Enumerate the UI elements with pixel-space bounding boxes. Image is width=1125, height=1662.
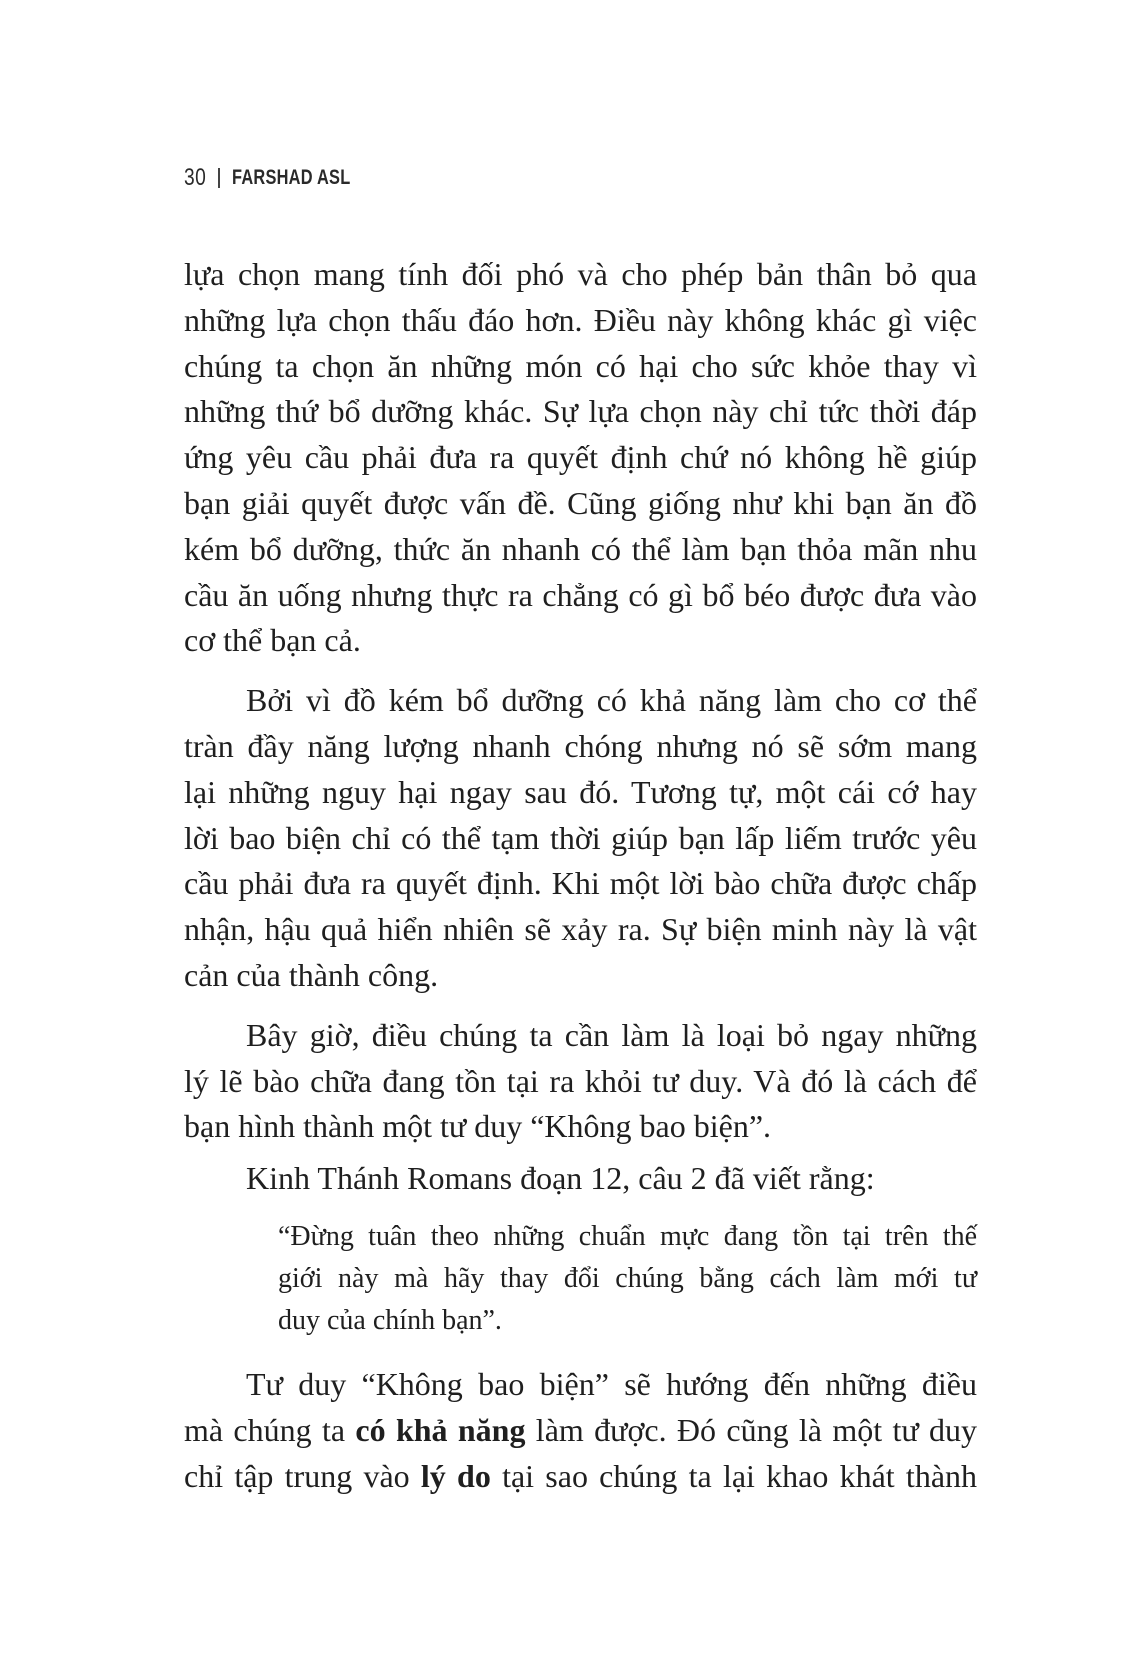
text-line: cầu phải đưa ra quyết định. Khi một lời bào chữa được chấp bbox=[184, 865, 977, 902]
text-line: lý lẽ bào chữa đang tồn tại ra khỏi tư duy. Và đó là cách để bbox=[184, 1062, 977, 1099]
text-segment: làm được. Đó cũng là một tư duy bbox=[525, 1411, 978, 1448]
quote-line: duy của chính bạn”. bbox=[278, 1304, 502, 1336]
text-line: nhận, hậu quả hiển nhiên sẽ xảy ra. Sự biện minh này là vật bbox=[184, 911, 977, 948]
text-line bbox=[184, 1454, 977, 1500]
text-line: bạn giải quyết được vấn đề. Cũng giống như khi bạn ăn đồ bbox=[184, 484, 977, 521]
text-line: cơ thể bạn cả. bbox=[184, 622, 361, 659]
running-header bbox=[184, 163, 383, 193]
author-name: FARSHAD ASL bbox=[231, 166, 350, 189]
quote-line: giới này mà hãy thay đổi chúng bằng cách làm mới tư bbox=[278, 1262, 977, 1294]
quote-line: “Đừng tuân theo những chuẩn mực đang tồn tại trên thế bbox=[278, 1220, 977, 1252]
text-line: Bởi vì đồ kém bổ dưỡng có khả năng làm cho cơ thể bbox=[246, 682, 977, 719]
header-separator bbox=[218, 168, 220, 188]
text-line: lại những nguy hại ngay sau đó. Tương tự, một cái cớ hay bbox=[184, 773, 977, 810]
body-text bbox=[184, 252, 977, 1499]
text-line: ứng yêu cầu phải đưa ra quyết định chứ nó không hề giúp bbox=[184, 439, 977, 476]
text-line: Tư duy “Không bao biện” sẽ hướng đến những điều bbox=[246, 1365, 977, 1402]
text-line: chúng ta chọn ăn những món có hại cho sức khỏe thay vì bbox=[184, 347, 977, 384]
text-line: những lựa chọn thấu đáo hơn. Điều này không khác gì việc bbox=[184, 301, 977, 338]
text-line: tràn đầy năng lượng nhanh chóng nhưng nó sẽ sớm mang bbox=[184, 727, 977, 764]
text-segment: mà chúng ta bbox=[184, 1411, 356, 1448]
block-quote bbox=[278, 1216, 977, 1342]
text-line bbox=[184, 1408, 977, 1454]
paragraph-4 bbox=[184, 1156, 977, 1202]
text-line: Bây giờ, điều chúng ta cần làm là loại bỏ ngay những bbox=[246, 1016, 977, 1053]
paragraph-5 bbox=[184, 1362, 977, 1499]
paragraph-2 bbox=[184, 678, 977, 999]
text-line: cầu ăn uống nhưng thực ra chẳng có gì bổ béo được đưa vào bbox=[184, 576, 977, 613]
text-segment: chỉ tập trung vào bbox=[184, 1457, 421, 1494]
paragraph-3 bbox=[184, 1013, 977, 1150]
bold-emphasis: có khả năng bbox=[355, 1411, 526, 1448]
text-line: cản của thành công. bbox=[184, 956, 439, 993]
text-line: Kinh Thánh Romans đoạn 12, câu 2 đã viết rằng: bbox=[246, 1160, 875, 1197]
text-line: lời bao biện chỉ có thể tạm thời giúp bạn lấp liếm trước yêu bbox=[184, 819, 977, 856]
bold-emphasis: lý do bbox=[420, 1457, 491, 1494]
text-line: kém bổ dưỡng, thức ăn nhanh có thể làm bạn thỏa mãn nhu bbox=[184, 530, 977, 567]
paragraph-1 bbox=[184, 252, 977, 664]
text-segment: tại sao chúng ta lại khao khát thành bbox=[490, 1457, 978, 1494]
text-line: những thứ bổ dưỡng khác. Sự lựa chọn này chỉ tức thời đáp bbox=[184, 393, 977, 430]
text-line: lựa chọn mang tính đối phó và cho phép bản thân bỏ qua bbox=[184, 256, 977, 292]
page-number: 30 bbox=[184, 164, 207, 191]
text-line: bạn hình thành một tư duy “Không bao biện”. bbox=[184, 1108, 772, 1145]
